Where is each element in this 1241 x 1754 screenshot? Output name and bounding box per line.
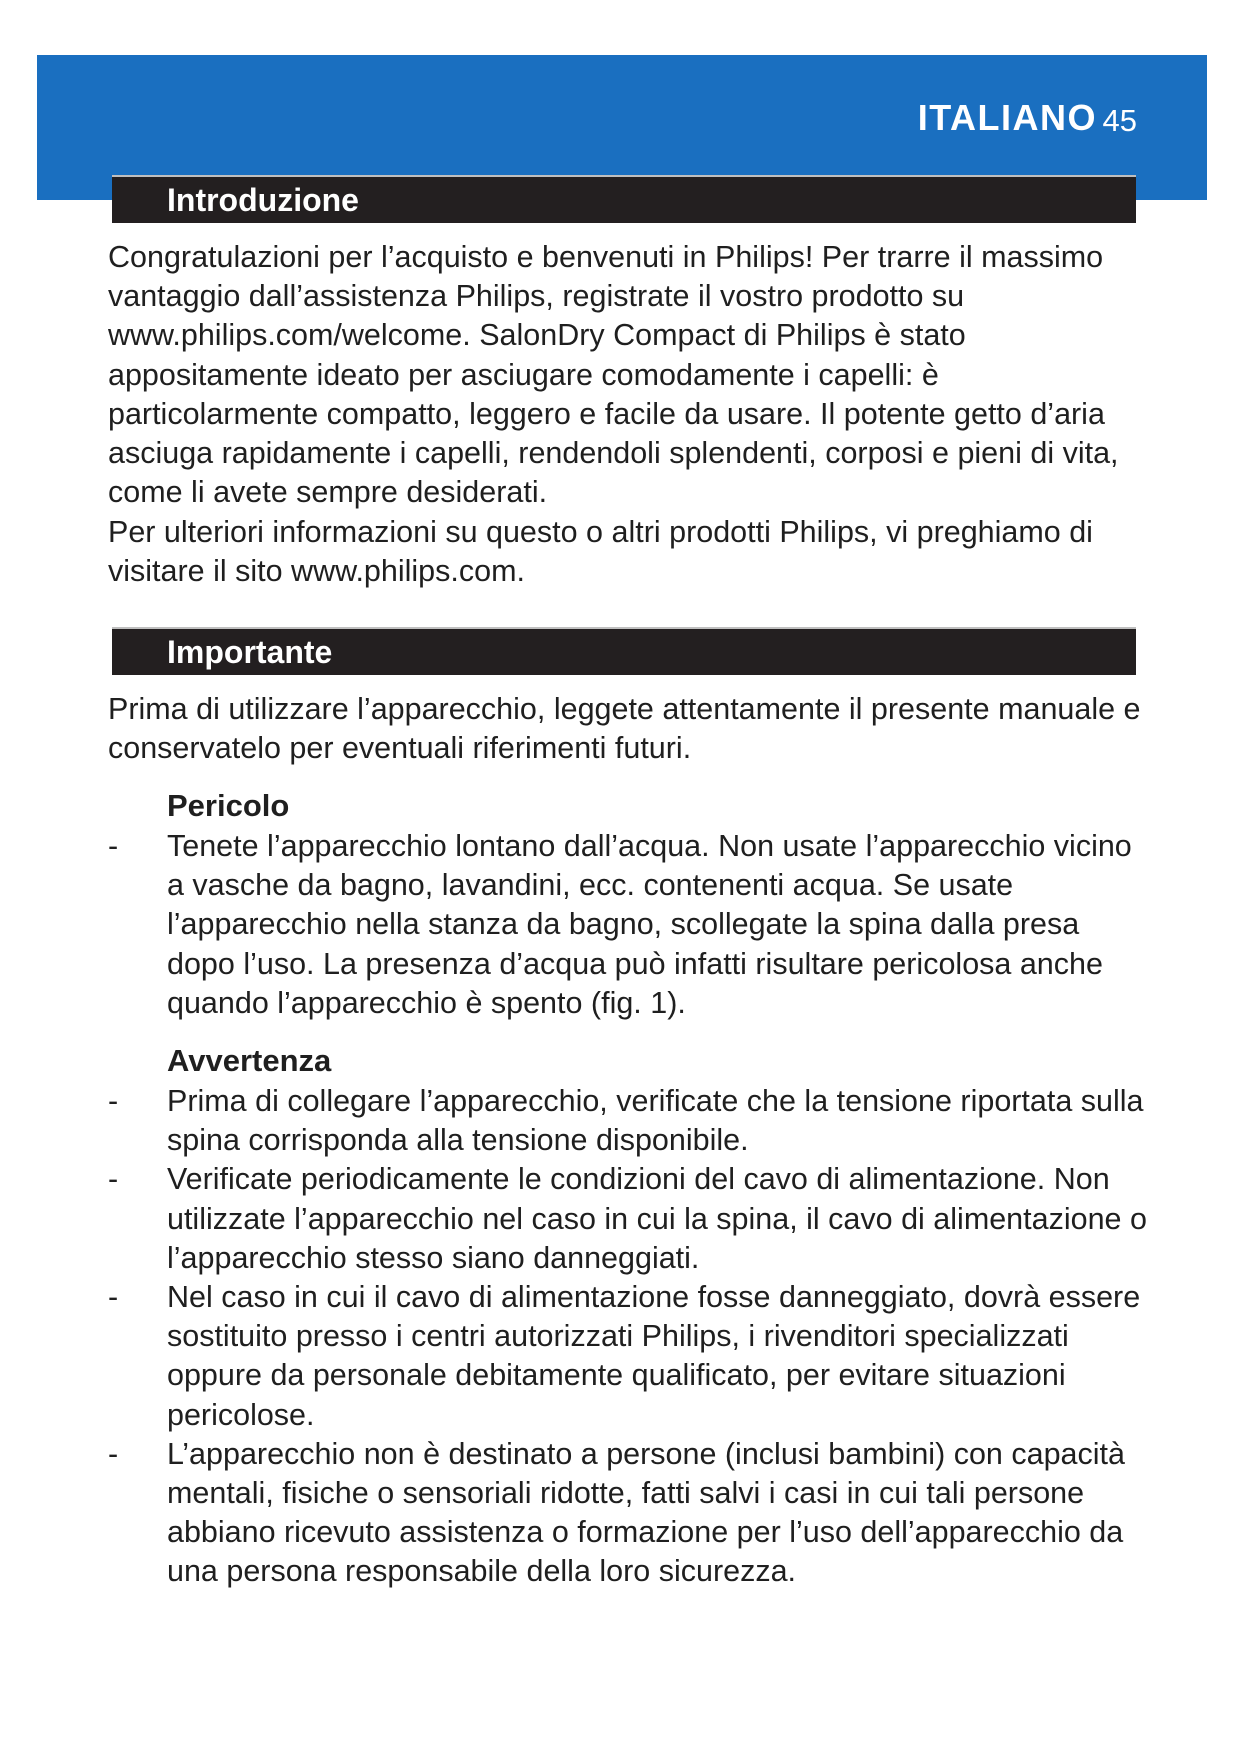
- intro-paragraph-1: Congratulazioni per l’acquisto e benvenuti in Philips! Per trarre il massimo vantaggio dall’assistenza Philips, registrate il vostro prodotto su www.philips.com/welcome. SalonDry Compact di Philips è stato appositamente ideato per asciugare comodamente i capelli: è particolarmente compatto, leggero e facile da usare. Il potente getto d’aria asciuga rapidamente i capelli, rendendoli splendenti, corposi e pieni di vita, come li avete sempre desiderati.: [108, 240, 1119, 510]
- bullet-dash: -: [108, 1280, 119, 1315]
- bullet-dash: -: [108, 1162, 119, 1197]
- list-item: [108, 1435, 1148, 1592]
- list-item-text: Prima di collegare l’apparecchio, verificate che la tensione riportata sulla spina corrisponda alla tensione disponibile.: [167, 1084, 1144, 1158]
- important-paragraph: Prima di utilizzare l’apparecchio, leggete attentamente il presente manuale e conservatelo per eventuali riferimenti futuri.: [108, 692, 1141, 766]
- section-header-important: [112, 627, 1136, 675]
- section-title-important: Importante: [167, 634, 333, 670]
- list-item: [108, 1082, 1148, 1160]
- page-number: 45: [1102, 103, 1137, 138]
- bullet-dash: -: [108, 1436, 119, 1471]
- warning-heading: Avvertenza: [167, 1043, 332, 1078]
- list-item: [108, 1278, 1148, 1435]
- language-title: ITALIANO: [917, 97, 1097, 138]
- bullet-dash: -: [108, 1084, 119, 1118]
- list-item-text: Nel caso in cui il cavo di alimentazione fosse danneggiato, dovrà essere sostituito presso i centri autorizzati Philips, i rivenditori specializzati oppure da personale debitamente qualificato, per evitare situazioni pericolose.: [167, 1280, 1141, 1432]
- bullet-dash: -: [108, 829, 119, 863]
- list-item: [108, 1160, 1148, 1278]
- list-item-text: Tenete l’apparecchio lontano dall’acqua. Non usate l’apparecchio vicino a vasche da bagno, lavandini, ecc. contenenti acqua. Se usate l’apparecchio nella stanza da bagno, scollegate la spina dalla presa dopo l’uso. La presenza d’acqua può infatti risultare pericolosa anche quando l’apparecchio è spento (fig. 1).: [167, 829, 1132, 1020]
- section-header-intro: [112, 175, 1136, 223]
- list-item: [108, 827, 1148, 1023]
- danger-heading: Pericolo: [167, 788, 290, 823]
- list-item-text: L’apparecchio non è destinato a persone (inclusi bambini) con capacità mentali, fisiche o sensoriali ridotte, fatti salvi i casi in cui tali persone abbiano ricevuto assistenza o formazione per l’uso dell’apparecchio da una persona responsabile della loro sicurezza.: [167, 1436, 1125, 1589]
- danger-list: [108, 827, 1148, 1023]
- list-item-text: Verificate periodicamente le condizioni del cavo di alimentazione. Non utilizzate l’apparecchio nel caso in cui la spina, il cavo di alimentazione o l’apparecchio stesso siano danneggiati.: [167, 1162, 1147, 1275]
- section-title-intro: Introduzione: [167, 182, 359, 218]
- intro-paragraph-2: Per ulteriori informazioni su questo o altri prodotti Philips, vi preghiamo di visitare il sito www.philips.com.: [108, 515, 1093, 589]
- warning-list: [108, 1082, 1148, 1592]
